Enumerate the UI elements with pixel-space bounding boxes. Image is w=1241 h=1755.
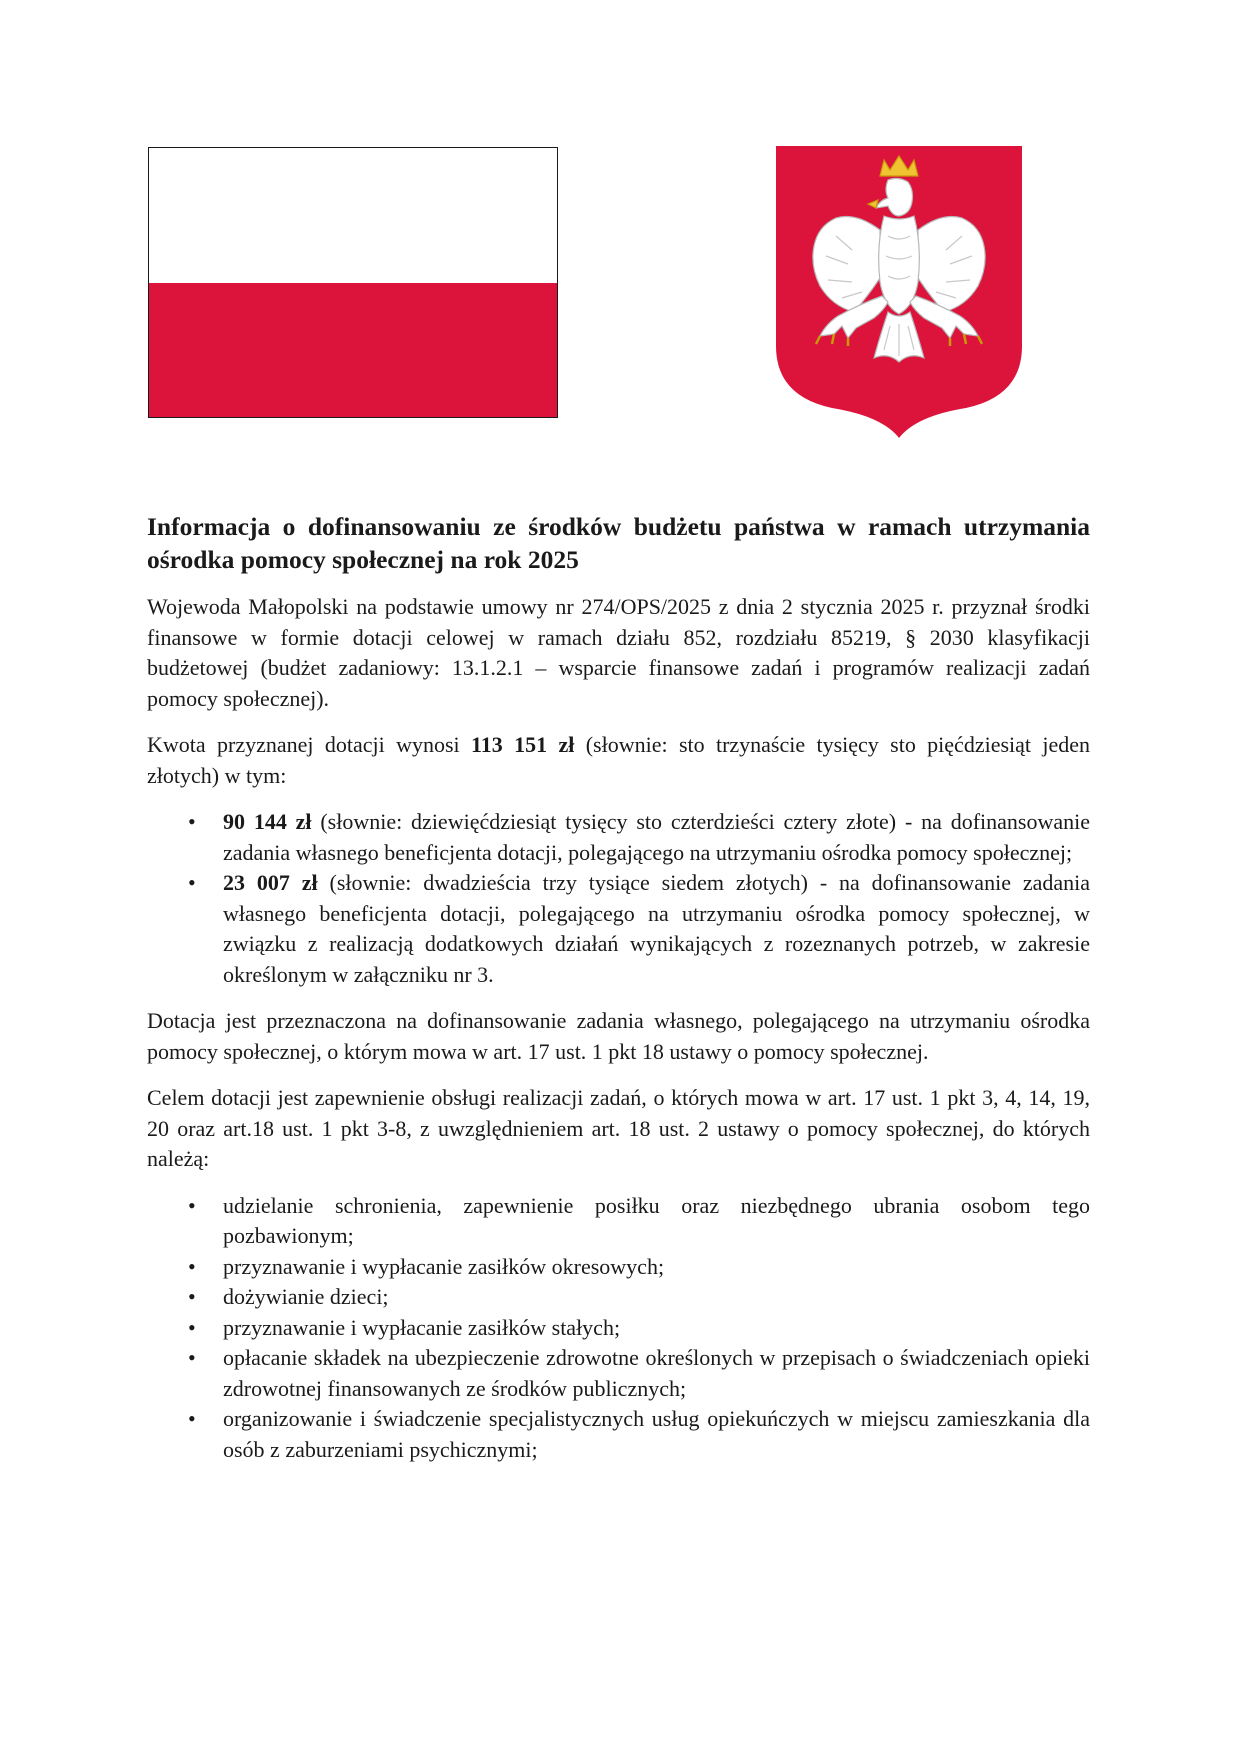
list-item — [147, 868, 1090, 990]
bullet-icon: • — [188, 1284, 196, 1309]
tasks-list — [147, 1191, 1090, 1466]
item-amount: 23 007 zł — [223, 870, 318, 895]
list-item — [147, 1282, 1090, 1313]
bullet-icon: • — [188, 1406, 196, 1431]
bullet-icon: • — [188, 870, 196, 895]
list-item — [147, 1343, 1090, 1404]
item-text: (słownie: dziewięćdziesiąt tysięcy sto czterdzieści cztery złote) - na dofinansowanie zadania własnego beneficjenta dotacji, polegającego na utrzymaniu ośrodka pomocy społecznej; — [223, 809, 1090, 865]
item-text: organizowanie i świadczenie specjalistycznych usług opiekuńczych w miejscu zamieszkania dla osób z zaburzeniami psychicznymi; — [223, 1406, 1090, 1462]
page-title: Informacja o dofinansowaniu ze środków budżetu państwa w ramach utrzymania ośrodka pomocy społecznej na rok 2025 — [147, 512, 1090, 574]
item-text: udzielanie schronienia, zapewnienie posiłku oraz niezbędnego ubrania osobom tego pozbawionym; — [223, 1192, 1090, 1248]
list-item — [147, 1191, 1090, 1252]
item-text: (słownie: dwadzieścia trzy tysiące siedem złotych) - na dofinansowanie zadania własnego beneficjenta dotacji, polegającego na utrzymaniu ośrodka pomocy społecznej, w związku z realizacją dodatkowych działań wynikających z rozeznanych potrzeb, w zakresie określonym w załączniku nr 3. — [223, 870, 1090, 987]
item-text: przyznawanie i wypłacanie zasiłków okresowych; — [223, 1253, 665, 1279]
item-text: opłacanie składek na ubezpieczenie zdrowotne określonych w przepisach o świadczeniach opieki zdrowotnej finansowanych ze środków publicznych; — [223, 1345, 1090, 1401]
amount-intro: Kwota przyznanej dotacji wynosi — [147, 732, 471, 757]
flag-white-stripe — [149, 148, 557, 283]
amount-words: (słownie: sto trzynaście tysięcy sto pięćdziesiąt jeden złotych) w tym: — [147, 732, 1091, 788]
total-amount: 113 151 zł — [470, 732, 575, 757]
list-item — [147, 807, 1090, 868]
paragraph-grant-amount — [147, 730, 1090, 791]
list-item — [147, 1252, 1090, 1283]
bullet-icon: • — [188, 1192, 196, 1218]
item-text: dożywianie dzieci; — [223, 1284, 389, 1309]
paragraph-purpose: Dotacja jest przeznaczona na dofinansowanie zadania własnego, polegającego na utrzymaniu ośrodka pomocy społecznej, o którym mowa w art. 17 ust. 1 pkt 18 ustawy o pomocy społecznej. — [147, 1008, 1090, 1064]
list-item — [147, 1404, 1090, 1465]
paragraph-goal: Celem dotacji jest zapewnienie obsługi realizacji zadań, o których mowa w art. 17 ust. 1 pkt 3, 4, 14, 19, 20 oraz art.18 ust. 1 pkt 3-8, z uwzględnieniem art. 18 ust. 2 ustawy o pomocy społecznej, do których należą: — [147, 1085, 1090, 1171]
bullet-icon: • — [188, 1314, 196, 1340]
paragraph-grant-basis: Wojewoda Małopolski na podstawie umowy nr 274/OPS/2025 z dnia 2 stycznia 2025 r. przyznał środki finansowe w formie dotacji celowej w ramach działu 852, rozdziału 85219, § 2030 klasyfikacji budżetowej (budżet zadaniowy: 13.1.2.1 – wsparcie finansowe zadań i programów realizacji zadań pomocy społecznej). — [147, 594, 1090, 711]
flag-red-stripe — [149, 283, 557, 418]
polish-flag — [148, 147, 558, 418]
document-body — [147, 510, 1090, 1481]
list-item — [147, 1313, 1090, 1344]
bullet-icon: • — [188, 1253, 196, 1279]
bullet-icon: • — [188, 809, 196, 834]
item-amount: 90 144 zł — [223, 809, 312, 834]
white-eagle-emblem-icon — [776, 146, 1022, 438]
amounts-list — [147, 807, 1090, 990]
bullet-icon: • — [188, 1345, 196, 1370]
item-text: przyznawanie i wypłacanie zasiłków stałych; — [223, 1314, 621, 1340]
